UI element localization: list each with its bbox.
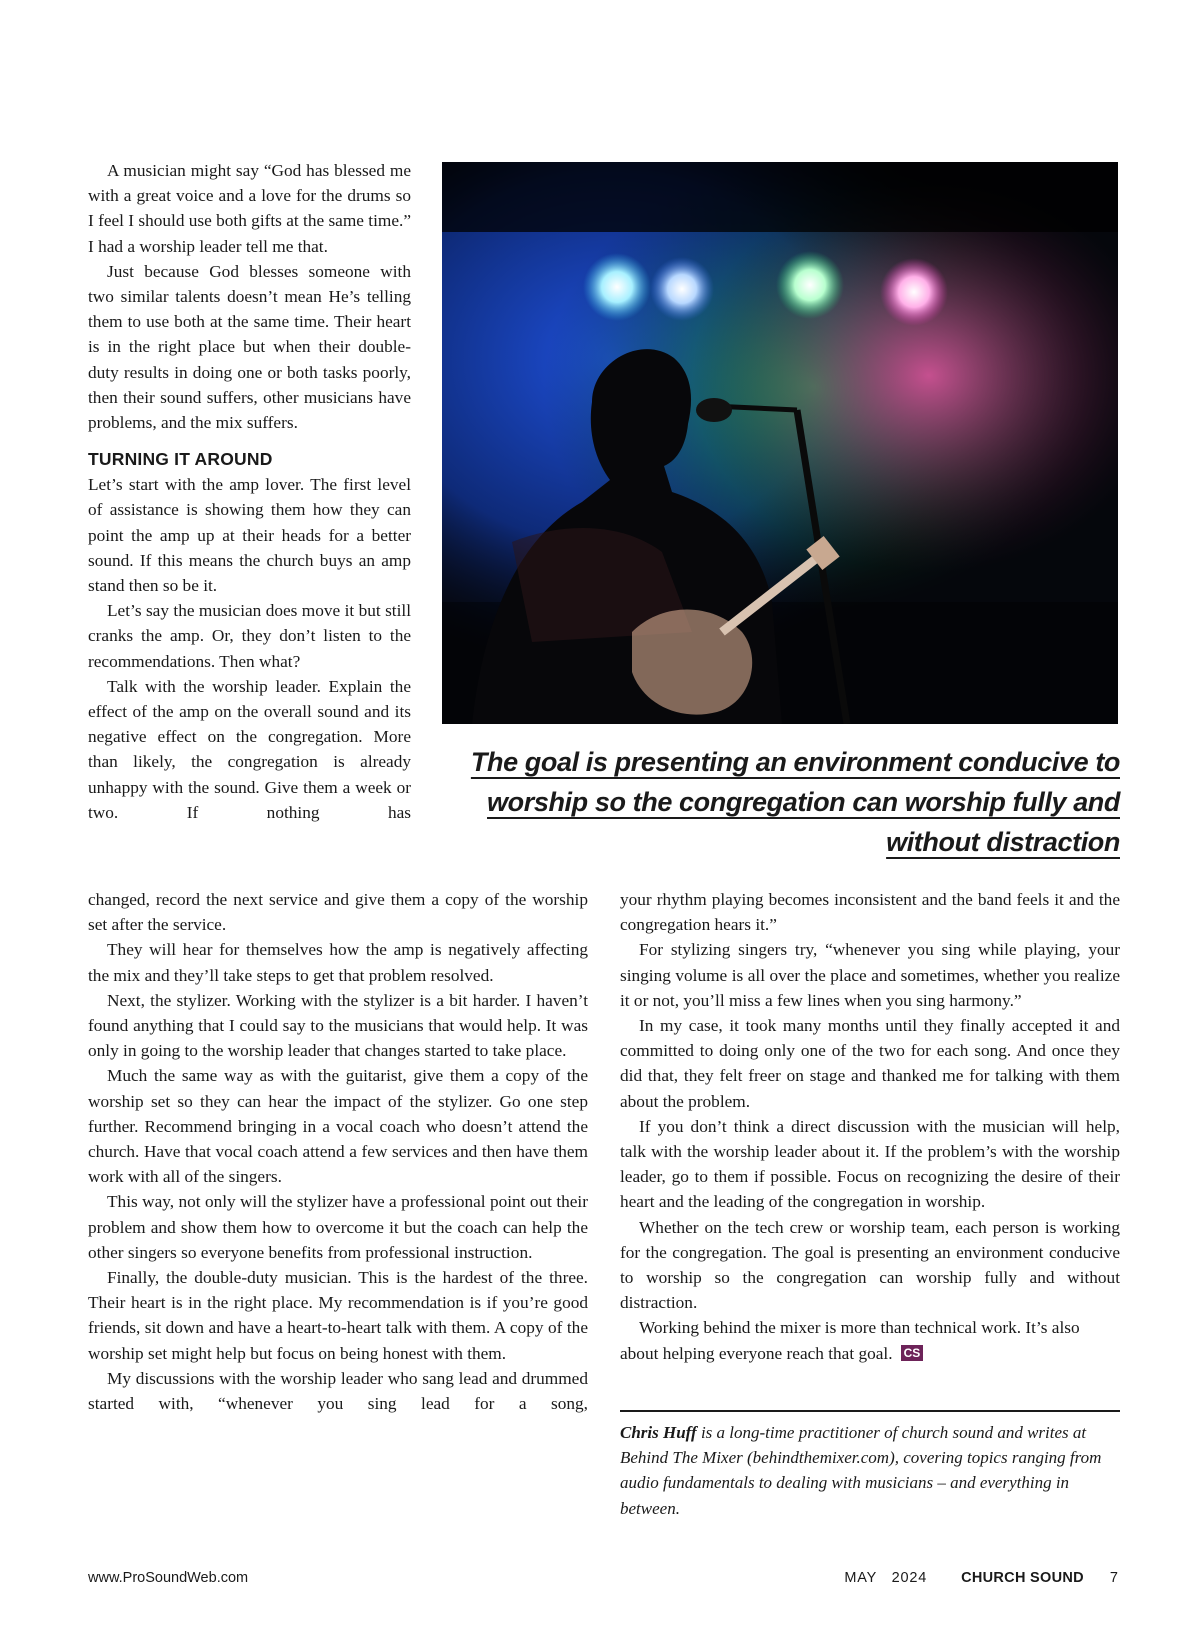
paragraph: A musician might say “God has blessed me with a great voice and a love for the drums so I feel I should use both gifts at the same time.” I had a worship leader tell me that. [88,161,411,256]
author-bio [620,1410,1120,1521]
paragraph: In my case, it took many months until they finally accepted it and committed to doing only one of the two for each song. And once they did that, they felt freer on stage and thanked me for talking with them about the problem. [620,1016,1120,1111]
end-mark-badge: CS [901,1345,924,1361]
paragraph: This way, not only will the stylizer have a professional point out their problem and show them how to overcome it but the coach can help the other singers so everyone benefits from professional instruction. [88,1192,588,1262]
paragraph [620,1315,1120,1365]
paragraph: They will hear for themselves how the amp is negatively affecting the mix and they’ll take steps to get that problem resolved. [88,940,588,985]
paragraph: Finally, the double-duty musician. This is the hardest of the three. Their heart is in the right place. My recommendation is if you’re good friends, sit down and have a heart-to-heart talk with them. A copy of the worship set might help but focus on being honest with them. [88,1268,588,1363]
paragraph: Much the same way as with the guitarist, give them a copy of the worship set so they can hear the impact of the stylizer. Go one step further. Recommend bringing in a vocal coach who doesn’t attend the church. Have that vocal coach attend a few services and then have them work with all of the singers. [88,1066,588,1187]
paragraph: My discussions with the worship leader who sang lead and drummed started with, “whenever you sing lead for a song, [88,1368,588,1414]
issue-year: 2024 [891,1570,928,1586]
paragraph: Let’s say the musician does move it but still cranks the amp. Or, they don’t listen to the recommendations. Then what? [88,601,411,671]
right-text-column [620,887,1120,1366]
paragraph: For stylizing singers try, “whenever you sing while playing, your singing volume is all over the place and sometimes, whether you realize it or not, you’ll miss a few lines when you sing harmony.” [620,940,1120,1010]
paragraph: Talk with the worship leader. Explain the effect of the amp on the overall sound and its negative effect on the congregation. More than likely, the congregation is already unhappy with the sound. Give them a week or two. If nothing has [88,676,411,822]
paragraph: changed, record the next service and give them a copy of the worship set after the service. [88,890,588,935]
concert-photo [442,162,1118,724]
pull-quote-text: The goal is presenting an environment conducive to worship so the congregation can worship fully and without distraction [470,747,1120,857]
paragraph: Next, the stylizer. Working with the stylizer is a bit harder. I haven’t found anything that I could say to the musicians that would help. It was only in going to the worship leader that changes started to take place. [88,990,588,1061]
closing-text: Working behind the mixer is more than technical work. It’s also about helping everyone reach that goal. [620,1318,1080,1363]
top-text-column [88,158,411,825]
left-text-column [88,887,588,1416]
page-number: 7 [1109,1570,1118,1586]
footer-folio [844,1570,1118,1586]
section-heading: TURNING IT AROUND [88,449,273,470]
magazine-name: CHURCH SOUND [961,1570,1084,1586]
paragraph: Just because God blesses someone with two similar talents doesn’t mean He’s telling them to use both at the same time. Their heart is in the right place but when their double-duty results in doing one or both tasks poorly, then their sound suffers, other musicians have problems, and the mix suffers. [88,261,411,433]
pull-quote [455,742,1120,862]
paragraph: If you don’t think a direct discussion with the musician will help, talk with the worship leader about it. If the problem’s with the worship leader, go to them if possible. Focus on recognizing the desire of their heart and the leading of the congregation in worship. [620,1116,1120,1212]
author-name: Chris Huff [620,1423,697,1442]
author-bio-text: is a long-time practitioner of church sound and writes at Behind The Mixer (behindthemixer.com), covering topics ranging from audio fundamentals to dealing with musicians – and everything in between. [620,1423,1102,1518]
paragraph: your rhythm playing becomes inconsistent and the band feels it and the congregation hears it.” [620,890,1120,935]
footer-url: www.ProSoundWeb.com [88,1570,249,1586]
paragraph: Whether on the tech crew or worship team, each person is working for the congregation. The goal is presenting an environment conducive to worship so the congregation can worship fully and without distraction. [620,1217,1120,1313]
paragraph: Let’s start with the amp lover. The first level of assistance is showing them how they can point the amp up at their heads for a better sound. If this means the church buys an amp stand then so be it. [88,475,411,596]
issue-date [844,1570,927,1586]
issue-month: MAY [844,1570,878,1586]
